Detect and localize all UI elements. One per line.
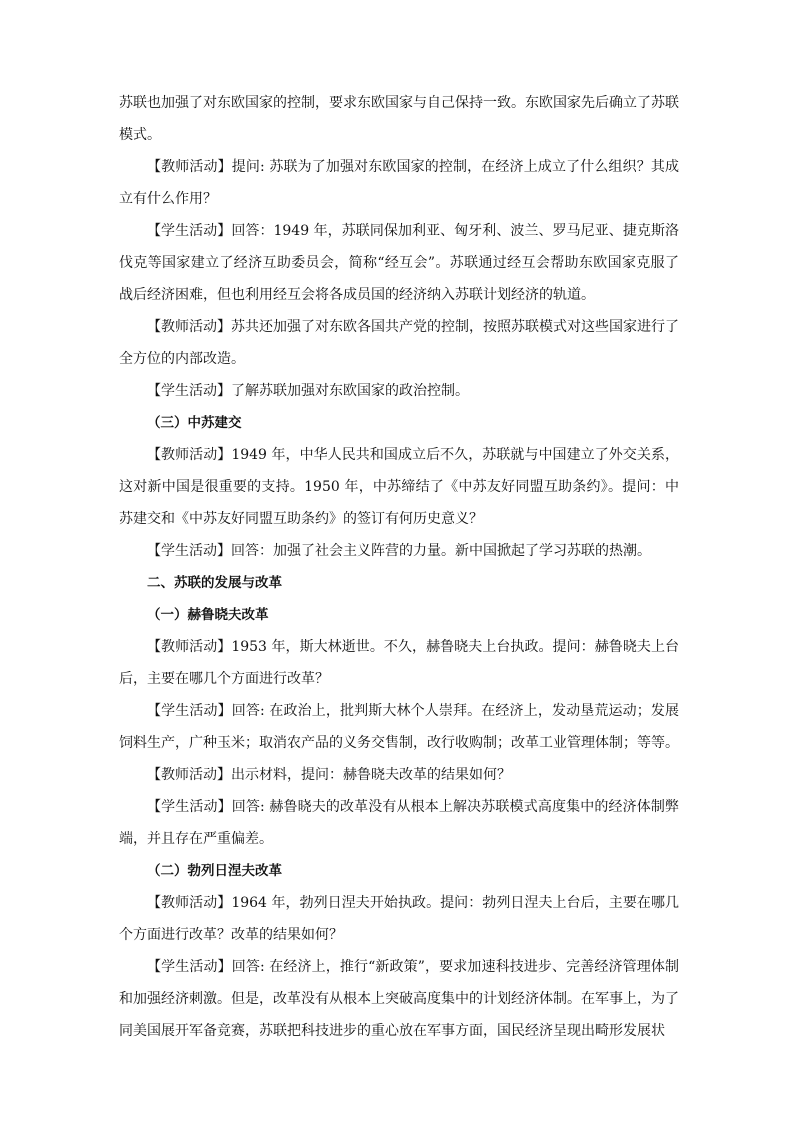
section-heading-brezhnev-reform: （二）勃列日涅夫改革: [147, 863, 282, 879]
paragraph-4: 【教师活动】苏共还加强了对东欧各国共产党的控制，按照苏联模式对这些国家进行了全方位的内部改造。: [119, 319, 679, 367]
paragraph-3: 【学生活动】回答：1949 年，苏联同保加利亚、匈牙利、波兰、罗马尼亚、捷克斯洛伐克等国家建立了经济互助委员会，简称“经互会”。苏联通过经互会帮助东欧国家克服了战后经济困难，但也利用经互会将各成员国的经济纳入苏联计划经济的轨道。: [119, 223, 679, 303]
paragraph-13: 【教师活动】出示材料，提问：赫鲁晓夫改革的结果如何？: [147, 767, 511, 783]
paragraph-1: 苏联也加强了对东欧国家的控制，要求东欧国家与自己保持一致。东欧国家先后确立了苏联模式。: [119, 95, 679, 143]
section-heading-khrushchev-reform: （一）赫鲁晓夫改革: [147, 607, 269, 623]
paragraph-11: 【教师活动】1953 年，斯大林逝世。不久，赫鲁晓夫上台执政。提问：赫鲁晓夫上台后，主要在哪几个方面进行改革？: [119, 639, 679, 687]
paragraph-17: 【学生活动】回答: 在经济上，推行“新政策”，要求加速科技进步、完善经济管理体制和加强经济刺激。但是，改革没有从根本上突破高度集中的计划经济体制。在军事上，为了同美国展开军备竞赛，苏联把科技进步的重心放在军事方面，国民经济呈现出畸形发展状: [119, 959, 679, 1039]
paragraph-12: 【学生活动】回答: 在政治上，批判斯大林个人崇拜。在经济上，发动垦荒运动；发展饲料生产，广种玉米；取消农产品的义务交售制，改行收购制；改革工业管理体制；等等。: [119, 703, 679, 751]
paragraph-7: 【教师活动】1949 年，中华人民共和国成立后不久，苏联就与中国建立了外交关系，这对新中国是很重要的支持。1950 年，中苏缔结了《中苏友好同盟互助条约》。提问：中苏建交和《中苏友好同盟互助条约》的签订有何历史意义？: [119, 447, 679, 527]
paragraph-16: 【教师活动】1964 年，勃列日涅夫开始执政。提问：勃列日涅夫上台后，主要在哪几个方面进行改革？改革的结果如何？: [119, 895, 679, 943]
section-heading-soviet-development: 二、苏联的发展与改革: [147, 575, 282, 591]
paragraph-14: 【学生活动】回答: 赫鲁晓夫的改革没有从根本上解决苏联模式高度集中的经济体制弊端，并且存在严重偏差。: [119, 799, 679, 847]
paragraph-8: 【学生活动】回答：加强了社会主义阵营的力量。新中国掀起了学习苏联的热潮。: [147, 543, 651, 559]
paragraph-5: 【学生活动】了解苏联加强对东欧国家的政治控制。: [147, 383, 469, 399]
section-heading-sino-soviet-relations: （三）中苏建交: [147, 415, 242, 431]
paragraph-2: 【教师活动】提问: 苏联为了加强对东欧国家的控制，在经济上成立了什么组织？其成立有什么作用？: [119, 159, 679, 207]
document-page: [119, 87, 679, 1047]
